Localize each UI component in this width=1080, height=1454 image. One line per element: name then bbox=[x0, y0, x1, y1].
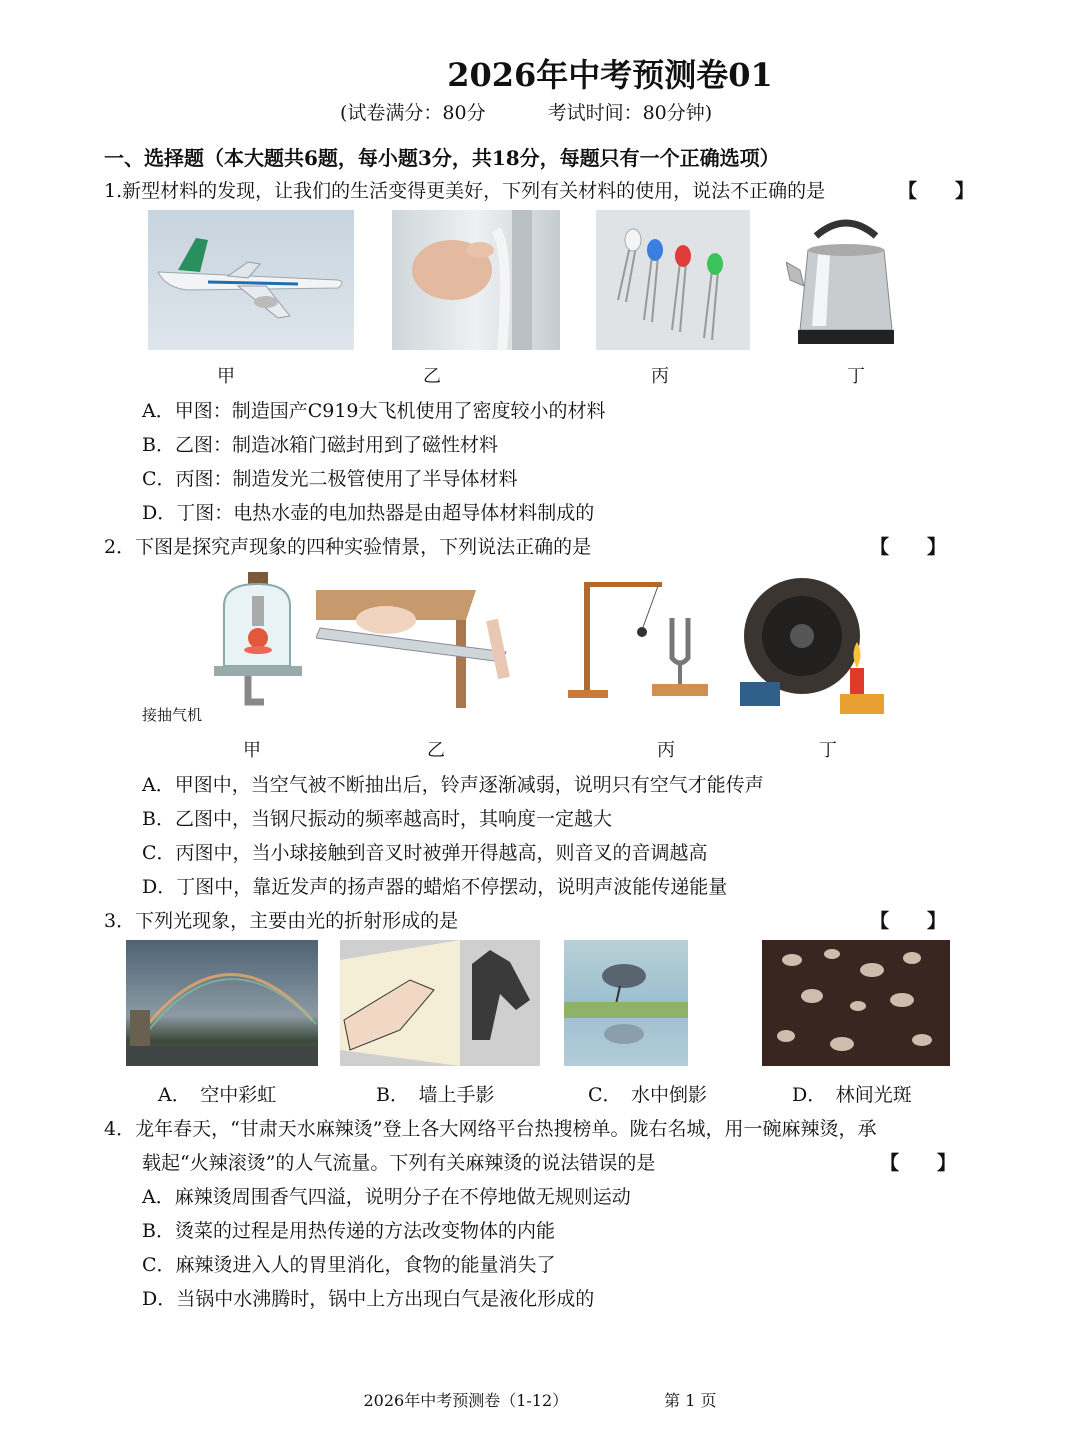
q1-label-ding: 丁 bbox=[847, 366, 865, 387]
speaker-candle-image bbox=[734, 570, 894, 716]
q1-stem: 1.新型材料的发现，让我们的生活变得更美好，下列有关材料的使用，说法不正确的是 bbox=[104, 180, 826, 202]
q2-label-yi: 乙 bbox=[427, 740, 445, 761]
q4-option-c[interactable]: C．麻辣烫进入人的胃里消化，食物的能量消失了 bbox=[142, 1254, 556, 1276]
q1-option-b[interactable]: B．乙图：制造冰箱门磁封用到了磁性材料 bbox=[142, 434, 498, 456]
fridge-door-image bbox=[392, 210, 560, 350]
q3-option-a[interactable]: A． 空中彩虹 bbox=[158, 1084, 277, 1106]
q2-option-b[interactable]: B．乙图中，当钢尺振动的频率越高时，其响度一定越大 bbox=[142, 808, 612, 830]
exam-time: 考试时间：80分钟) bbox=[547, 102, 713, 124]
q3-option-d[interactable]: D． 林间光斑 bbox=[792, 1084, 912, 1106]
pump-label: 接抽气机 bbox=[142, 706, 203, 724]
q1-option-d[interactable]: D．丁图：电热水壶的电加热器是由超导体材料制成的 bbox=[142, 502, 595, 524]
tuning-fork-image bbox=[562, 574, 714, 704]
led-image bbox=[596, 210, 750, 350]
q2-label-bing: 丙 bbox=[657, 740, 675, 761]
q3-option-b[interactable]: B． 墙上手影 bbox=[376, 1084, 495, 1106]
q3-option-c[interactable]: C． 水中倒影 bbox=[588, 1084, 708, 1106]
q4-option-d[interactable]: D．当锅中水沸腾时，锅中上方出现白气是液化形成的 bbox=[142, 1288, 595, 1310]
rainbow-image bbox=[126, 940, 318, 1066]
q2-option-c[interactable]: C．丙图中，当小球接触到音叉时被弹开得越高，则音叉的音调越高 bbox=[142, 842, 708, 864]
q2-answer-bracket[interactable]: 【 】 bbox=[870, 536, 947, 558]
q1-option-c[interactable]: C．丙图：制造发光二极管使用了半导体材料 bbox=[142, 468, 518, 490]
q1-label-bing: 丙 bbox=[651, 366, 669, 387]
page-footer bbox=[0, 1388, 1080, 1411]
hand-shadow-image bbox=[340, 940, 540, 1066]
full-score: (试卷满分：80分 bbox=[340, 102, 486, 124]
q1-option-a[interactable]: A．甲图：制造国产C919大飞机使用了密度较小的材料 bbox=[142, 400, 606, 422]
water-reflection-image bbox=[564, 940, 688, 1066]
q2-label-jia: 甲 bbox=[243, 740, 261, 761]
q3-stem: 3．下列光现象，主要由光的折射形成的是 bbox=[104, 910, 459, 932]
q4-stem-line2: 载起“火辣滚烫”的人气流量。下列有关麻辣烫的说法错误的是 bbox=[142, 1152, 656, 1174]
q2-option-a[interactable]: A．甲图中，当空气被不断抽出后，铃声逐渐减弱，说明只有空气才能传声 bbox=[142, 774, 764, 796]
airplane-image bbox=[148, 210, 354, 350]
page-title: 2026年中考预测卷01 bbox=[447, 56, 773, 94]
q2-label-ding: 丁 bbox=[819, 740, 837, 761]
bell-jar-image bbox=[204, 566, 304, 716]
exam-info bbox=[340, 98, 712, 125]
q2-option-d[interactable]: D．丁图中，靠近发声的扬声器的蜡焰不停摆动，说明声波能传递能量 bbox=[142, 876, 728, 898]
light-spots-image bbox=[762, 940, 950, 1066]
q4-stem-line1: 4．龙年春天，“甘肃天水麻辣烫”登上各大网络平台热搜榜单。陇右名城，用一碗麻辣烫，承 bbox=[104, 1118, 877, 1140]
q1-label-yi: 乙 bbox=[423, 366, 441, 387]
steel-ruler-image bbox=[316, 590, 514, 708]
q4-answer-bracket[interactable]: 【 】 bbox=[880, 1152, 957, 1174]
q3-answer-bracket[interactable]: 【 】 bbox=[870, 910, 947, 932]
footer-exam-name: 2026年中考预测卷（1-12） bbox=[363, 1391, 569, 1410]
q2-stem: 2．下图是探究声现象的四种实验情景，下列说法正确的是 bbox=[104, 536, 592, 558]
section-heading: 一、选择题（本大题共6题，每小题3分，共18分，每题只有一个正确选项） bbox=[104, 146, 780, 170]
footer-page-number: 第 1 页 bbox=[664, 1391, 717, 1410]
q1-label-jia: 甲 bbox=[217, 366, 235, 387]
q1-answer-bracket[interactable]: 【 】 bbox=[898, 180, 975, 202]
q4-option-b[interactable]: B．烫菜的过程是用热传递的方法改变物体的内能 bbox=[142, 1220, 555, 1242]
kettle-image bbox=[786, 210, 906, 350]
q4-option-a[interactable]: A．麻辣烫周围香气四溢，说明分子在不停地做无规则运动 bbox=[142, 1186, 631, 1208]
